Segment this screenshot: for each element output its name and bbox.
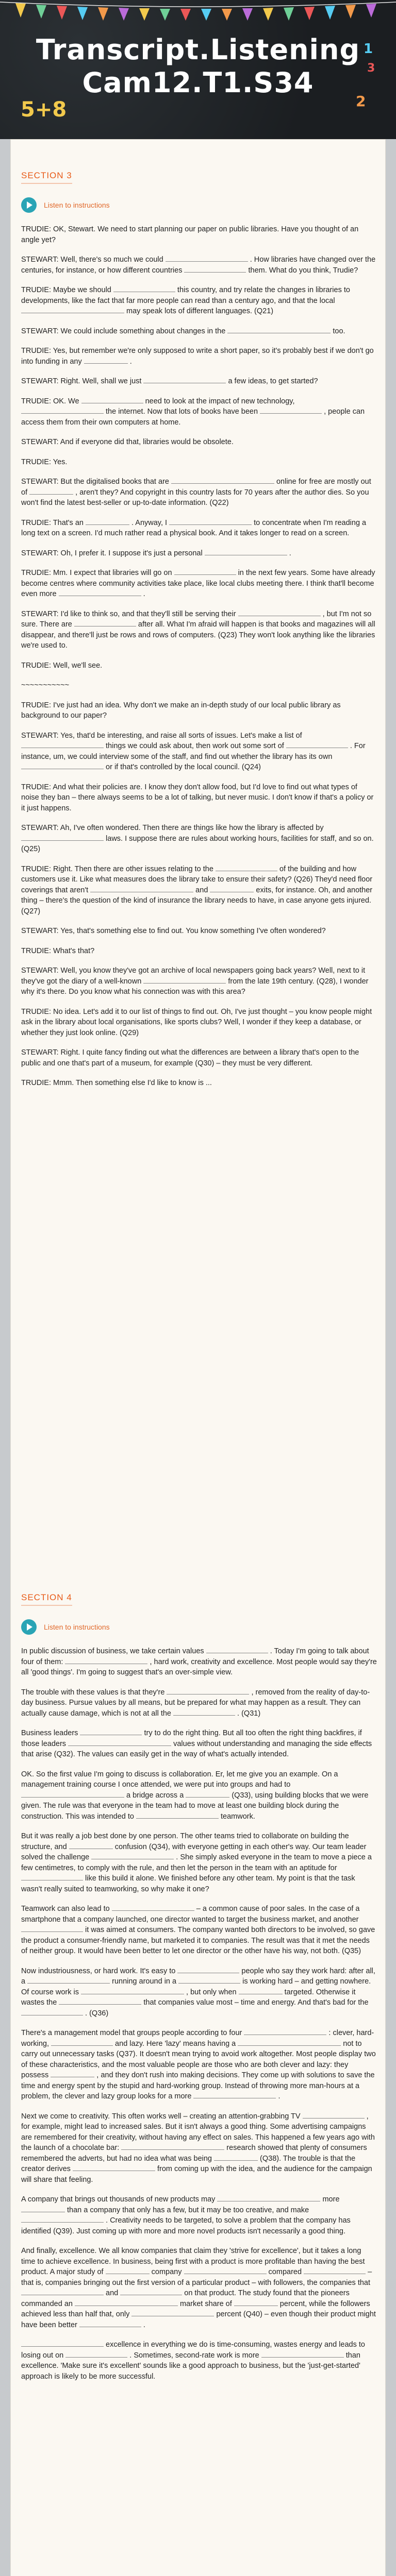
fill-blank[interactable] [81,1987,184,1994]
fill-blank[interactable] [169,518,252,525]
play-icon[interactable] [21,1619,37,1635]
transcript-paragraph: TRUDIE: I've just had an idea. Why don't we make an in-depth study of our local public library as background to our paper? [21,701,341,720]
fill-blank[interactable] [214,2154,258,2161]
fill-blank[interactable] [177,1966,239,1973]
fill-blank[interactable] [21,306,124,313]
fill-blank[interactable] [21,741,104,748]
fill-blank[interactable] [143,376,226,383]
content-paper [10,139,386,2576]
section-4-title: SECTION 4 [21,1592,72,1606]
fill-blank[interactable] [216,864,277,871]
fill-blank[interactable] [206,1646,268,1653]
fill-blank[interactable] [238,609,321,616]
fill-blank[interactable] [21,762,104,769]
fill-blank[interactable] [81,396,143,403]
section-3 [21,171,377,1098]
transcript-paragraph: TRUDIE: No idea. Let's add it to our list of things to find out. Oh, I've just thought – you know people might ask in the library about local organisations, like sports clubs? Well, I wonder if they keep a database, or whether they just look online. (Q29) [21,1007,372,1037]
fill-blank[interactable] [21,2288,104,2295]
fill-blank[interactable] [21,2008,83,2015]
fill-blank[interactable] [91,1852,174,1859]
transcript-paragraph: STEWART: But the digitalised books that are online for free are mostly out of , aren't they? And copyright in this country lasts for 70 years after the author dies. So you won't find the latest best-seller or up-to-date information. (Q22) [21,478,371,507]
fill-blank[interactable] [303,2111,365,2119]
transcript-paragraph: A company that brings out thousands of new products may more than a company that only has a few, but it may be too creative, and make . Creativity needs to be targeted, to solve a problem that the company has identified (Q39). Just coming up with more and more novel products isn't necessarily a good thing. [21,2195,351,2235]
transcript-paragraph: TRUDIE: Maybe we should this country, and try relate the changes in libraries to developments, like the fact that far more people can read than a century ago, and that the local may speak lots of different languages. (Q21) [21,286,350,315]
transcript-paragraph: STEWART: Well, you know they've got an archive of local newspapers going back years? Well, next to it they've got the diary of a well-known from the late 19th century. (Q28), I wonder why it's there. Do you know what his connection was with this area? [21,967,369,996]
transcript-paragraph: STEWART: Yes, that'd be interesting, and raise all sorts of issues. Let's make a list of things we could ask about, then work out some sort of . For instance, um, we could interview some of the staff, and find out whether the library has its own or if that's controlled by the local council. (Q24) [21,731,366,771]
fill-blank[interactable] [59,1997,141,2005]
transcript-paragraph: TRUDIE: Mmm. Then something else I'd like to know is ... [21,1079,212,1087]
fill-blank[interactable] [75,2299,178,2306]
title-line-2: Cam12.T1.S34 [82,66,314,99]
fill-blank[interactable] [174,568,236,575]
fill-blank[interactable] [51,2039,113,2046]
fill-blank[interactable] [29,487,73,495]
fill-blank[interactable] [261,2350,344,2358]
transcript-paragraph: excellence in everything we do is time-consuming, wastes energy and leads to losing out on . Sometimes, second-rate work is more than excellence. 'Make sure it's excellent' sounds like a good approach to business, but the 'just-get-started' approach is likely to be more successful. [21,2341,365,2381]
header-chalkboard [0,0,396,139]
fill-blank[interactable] [210,885,254,892]
fill-blank[interactable] [112,1904,194,1911]
transcript-paragraph: TRUDIE: OK, Stewart. We need to start planning our paper on public libraries. Have you thought of an angle yet? [21,225,359,244]
fill-blank[interactable] [21,1925,83,1932]
title-line-1: Transcript.Listening [36,33,360,66]
transcript-paragraph: STEWART: And if everyone did that, libraries would be obsolete. [21,438,234,446]
transcript-paragraph: STEWART: Ah, I've often wondered. Then there are things like how the library is affected by laws. I suppose there are rules about working hours, facilities for staff, and so on. (Q25) [21,824,374,853]
transcript-paragraph: STEWART: Yes, that's something else to find out. You know something I've often wondered? [21,927,326,935]
transcript-paragraph: STEWART: Well, there's so much we could . How libraries have changed over the centuries, for instance, or how different countries them. What do you think, Trudie? [21,256,376,275]
transcript-paragraph: Business leaders try to do the right thing. But all too often the right thing backfires, if those leaders values without understanding and managing the side effects that arise (Q32). The values can easily get in the way of what's actually intended. [21,1729,372,1758]
transcript-paragraph: TRUDIE: Yes. [21,457,68,466]
fill-blank[interactable] [171,477,274,484]
fill-blank[interactable] [21,1873,83,1880]
transcript-paragraph: OK. So the first value I'm going to discuss is collaboration. Er, let me give you an example. On a management training course I once attended, we were put into groups and had to a bridge across a (Q33), using building blocks that we were given. The rule was that everyone in the team had to move at least one building block during the construction. This was intended to teamwork. [21,1770,369,1821]
fill-blank[interactable] [136,1811,219,1819]
fill-blank[interactable] [244,2028,326,2035]
fill-blank[interactable] [21,2215,104,2223]
fill-blank[interactable] [106,2267,150,2274]
transcript-paragraph: STEWART: Oh, I prefer it. I suppose it's just a personal . [21,549,291,557]
fill-blank[interactable] [217,2194,320,2201]
transcript-paragraph: In public discussion of business, we take certain values . Today I'm going to talk about four of them: , hard work, creativity and excellence. Most people would say they're all 'good things'. I'm going to suggest that's an over-simple view. [21,1647,377,1676]
transcript-paragraph: And finally, excellence. We all know companies that claim they 'strive for excellence', but it takes a long time to achieve excellence. In business, being first with a product is more profitable than having the best product. A major study of company compared – that is, companies bringing out the first version of a particular product – with followers, the companies that and on that product. The study found that the pioneers commanded an market share of percent, while the followers achieved less than half that, only percent (Q40) – even though their product might have been better . [21,2247,376,2329]
section-3-title: SECTION 3 [21,171,72,184]
fill-blank[interactable] [239,1987,283,1994]
fill-blank[interactable] [27,1976,110,1984]
fill-blank[interactable] [173,1708,235,1716]
fill-blank[interactable] [184,265,246,273]
fill-blank[interactable] [21,834,104,841]
fill-blank[interactable] [131,2309,214,2316]
transcript-paragraph: TRUDIE: What's that? [21,946,95,955]
fill-blank[interactable] [21,2340,104,2347]
fill-blank[interactable] [186,1790,229,1798]
bunting-decoration [0,0,396,21]
transcript-paragraph: STEWART: We could include something about changes in the too. [21,327,345,335]
transcript-paragraph: But it was really a job best done by one person. The other teams tried to collaborate on building the structure, and confusion (Q34), with everyone getting in each other's way. Our team leader solved the challenge . She simply asked everyone in the team to move a piece a few centimetres, to comply with the rule, and then let the person in the team with an aptitude for like this build it alone. We finished before any other team. My point is that the task wasn't really suited to teamworking, so why make it one? [21,1832,372,1893]
fill-blank[interactable] [234,2299,278,2306]
fill-blank[interactable] [68,1739,171,1746]
fill-blank[interactable] [143,976,226,984]
fill-blank[interactable] [178,1976,240,1984]
transcript-paragraph: TRUDIE: OK. We need to look at the impact of new technology, the internet. Now that lots of books have been , people can access them from their own computers at home. [21,397,365,427]
fill-blank[interactable] [74,619,136,626]
fill-blank[interactable] [167,1687,249,1694]
transcript-paragraph: The trouble with these values is that they're , removed from the reality of day-to-day business. Pursue values by all means, but be prepared for what may happen as a result. They can actually cause damage, which is not at all the . (Q31) [21,1688,370,1718]
doodle-right-top: 1 [364,41,373,57]
transcript-paragraph: TRUDIE: Yes, but remember we're only supposed to write a short paper, so it's probably best if we don't go into funding in any . [21,347,374,366]
transcript-paragraph: TRUDIE: And what their policies are. I know they don't allow food, but I'd love to find out what types of noise they ban – there always seems to be a lot of talking, but never music. I don't know if that's a policy or it just happens. [21,783,374,812]
section-4-transcript [21,1646,377,2382]
fill-blank[interactable] [184,2267,267,2274]
section-4 [21,1592,377,2391]
transcript-paragraph: STEWART: Right. Well, shall we just a few ideas, to get started? [21,377,318,385]
transcript-paragraph: TRUDIE: Well, we'll see. [21,661,103,670]
fill-blank[interactable] [80,1728,142,1735]
fill-blank[interactable] [65,1657,147,1664]
fill-blank[interactable] [286,741,348,748]
fill-blank[interactable] [69,1842,113,1849]
page-title [0,33,396,99]
transcript-paragraph: ~~~~~~~~~~~ [21,681,70,689]
fill-blank[interactable] [227,326,331,333]
section-4-audio-label: Listen to instructions [44,1623,110,1631]
doodle-right-mid: 3 [367,62,375,75]
fill-blank[interactable] [193,2091,276,2098]
transcript-paragraph: STEWART: Right. I quite fancy finding out what the differences are between a library that's open to the public and one that's part of a museum, for example (Q30) – they must be very different. [21,1048,359,1067]
fill-blank[interactable] [90,885,193,892]
fill-blank[interactable] [166,255,248,262]
transcript-paragraph: Now industriousness, or hard work. It's easy to people who say they work hard: after all, a running around in a is working hard – and getting nowhere. Of course work is , but only when targeted. Otherwise it wastes the that companies value most – time and energy. And that's bad for the . (Q36) [21,1967,375,2018]
fill-blank[interactable] [73,2164,155,2171]
doodle-left: 5+8 [21,98,67,122]
transcript-paragraph: There's a management model that groups people according to four : clever, hard-working, and lazy. Here 'lazy' means having a not to carry out unnecessary tasks (Q37). It doesn't mean trying to avoid work altogether. Most people display two of these characteristics, and the most valuable people are those who are both clever and lazy: they possess , and they don't rush into making decisions. They come up with solutions to save the time and energy spent by the stupid and hard-working group. Instead of throwing more man-hours at a problem, the clever and lazy group looks for a more . [21,2029,376,2100]
transcript-paragraph: TRUDIE: Mm. I expect that libraries will go on in the next few years. Some have already become centres where community activities take place, like local clubs meeting there. I think that'll become even more . [21,569,375,598]
section-3-audio-label: Listen to instructions [44,201,110,209]
transcript-paragraph: Next we come to creativity. This often works well – creating an attention-grabbing TV , for example, might lead to increased sales. But it isn't always a good thing. Some advertising campaigns are remembered for their creativity, without having any effect on sales. This happened a few years ago with the launch of a chocolate bar: research showed that plenty of consumers remembered the adverts, but had no idea what was being (Q38). The trouble is that the creator derives from coming up with the idea, and the audience for the campaign will share that feeling. [21,2112,375,2184]
fill-blank[interactable] [238,2039,341,2046]
fill-blank[interactable] [205,548,287,555]
fill-blank[interactable] [121,2143,224,2150]
section-3-transcript [21,224,377,1089]
fill-blank[interactable] [260,406,322,414]
fill-blank[interactable] [86,518,129,525]
fill-blank[interactable] [21,2205,65,2212]
transcript-paragraph: TRUDIE: That's an . Anyway, I to concentrate when I'm reading a long text on a screen. I'd much rather read a physical book. And it takes longer to read on a screen. [21,518,367,537]
fill-blank[interactable] [59,589,141,596]
fill-blank[interactable] [65,2350,127,2358]
fill-blank[interactable] [21,406,104,414]
fill-blank[interactable] [84,357,128,364]
fill-blank[interactable] [304,2267,366,2274]
transcript-paragraph: TRUDIE: Right. Then there are other issues relating to the of the building and how customers use it. Like what measures does the library take to ensure their safety? (Q26) They'd need floor coverings that aren't and exits, for instance. Oh, and another thing – there's the question of the kind of insurance the library needs to have, in case anyone gets injured. (Q27) [21,865,373,916]
fill-blank[interactable] [79,2320,141,2327]
fill-blank[interactable] [113,285,175,292]
section-3-audio[interactable] [21,197,377,213]
transcript-paragraph: Teamwork can also lead to – a common cause of poor sales. In the case of a smartphone that a company launched, one director wanted to target the business market, and another it was aimed at consumers. The company wanted both directors to be involved, so gave the product a consumer-friendly name, but marketed it to companies. The result was that it met the needs of neither group. It would have been better to let one director or the other have his way, not both. (Q35) [21,1905,375,1955]
transcript-paragraph: STEWART: I'd like to think so, and that they'll still be serving their , but I'm not so sure. There are after all. What I'm afraid will happen is that books and magazines will all disappear, and there'll just be rows and rows of computers. (Q23) They won't look anything like the libraries we're used to. [21,609,375,650]
fill-blank[interactable] [120,2288,182,2295]
play-icon[interactable] [21,197,37,213]
doodle-right-bottom: 2 [356,93,366,110]
fill-blank[interactable] [21,1790,124,1798]
section-4-audio[interactable] [21,1619,377,1635]
fill-blank[interactable] [51,2070,94,2077]
